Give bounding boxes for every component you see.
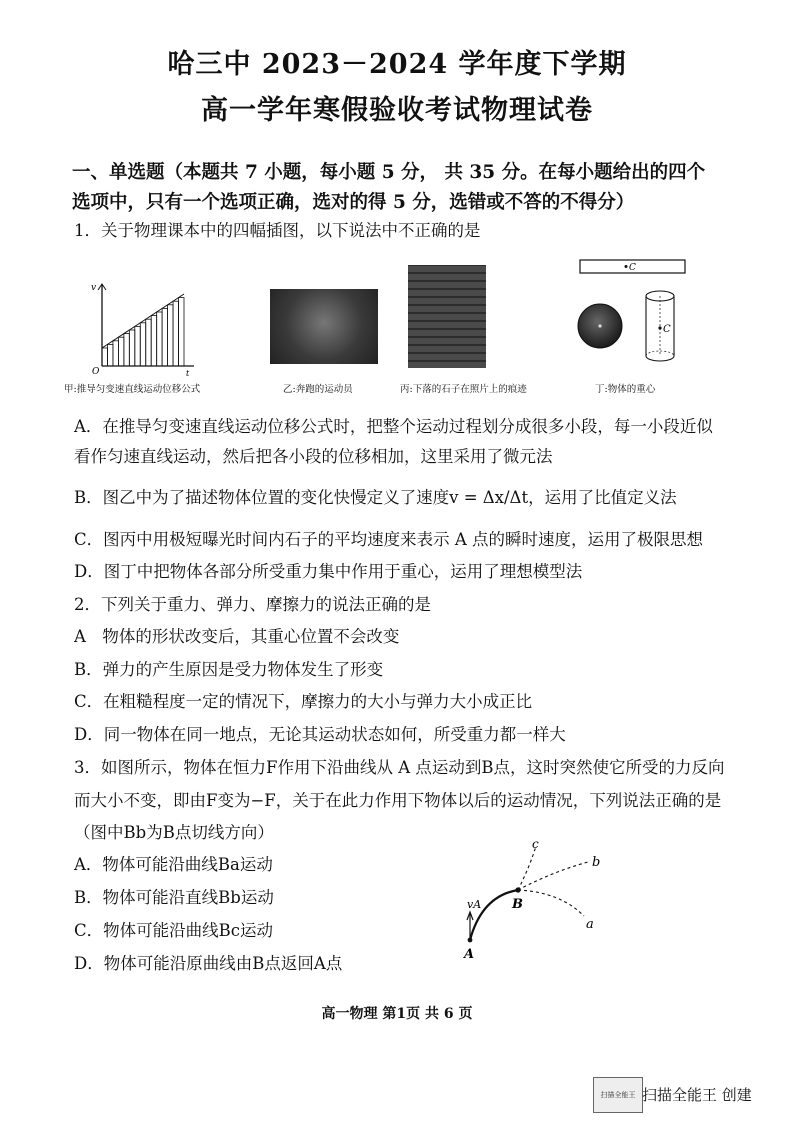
q3-option-a: A．物体可能沿曲线Ba运动 — [74, 855, 273, 874]
vt-step-bar — [113, 341, 118, 366]
exam-title-line1: 哈三中 2023－2024 学年度下学期 — [167, 49, 627, 80]
vt-step-bar — [157, 312, 162, 366]
fig-ding-caption: 丁:物体的重心 — [595, 384, 656, 395]
t-axis-label: t — [186, 369, 190, 376]
label-a: a — [586, 917, 594, 932]
vt-step-bar — [118, 337, 123, 366]
q3-stem-line3: （图中Bb为B点切线方向） — [74, 823, 274, 842]
q3-trajectory-diagram — [452, 836, 612, 962]
bar-c-label: C — [629, 263, 636, 273]
fig-yi-caption: 乙:奔跑的运动员 — [283, 384, 353, 395]
vt-step-bar — [168, 305, 173, 366]
fig-bing-caption: 丙:下落的石子在照片上的痕迹 — [400, 384, 527, 395]
label-vA: vA — [467, 898, 482, 911]
vt-step-bar — [179, 298, 184, 366]
q2-option-c: C．在粗糙程度一定的情况下，摩擦力的大小与弹力大小成正比 — [74, 692, 533, 711]
exam-title-line2: 高一学年寒假验收考试物理试卷 — [201, 95, 593, 126]
q1-option-b: B．图乙中为了描述物体位置的变化快慢定义了速度v = Δx/Δt，运用了比值定义法 — [74, 488, 677, 507]
vt-step-bar — [162, 308, 167, 366]
cylinder-c-label: C — [663, 324, 671, 335]
fig-yi-runner-photo — [270, 289, 378, 364]
vt-step-bar — [124, 334, 129, 366]
origin-label: O — [92, 367, 100, 376]
q1-stem: 1．关于物理课本中的四幅插图，以下说法中不正确的是 — [74, 221, 481, 240]
page-footer: 高一物理 第1页 共 6 页 — [321, 1006, 473, 1022]
label-point-B: B — [512, 897, 523, 912]
q3-option-d: D．物体可能沿原曲线由B点返回A点 — [74, 954, 343, 973]
vt-step-bar — [107, 344, 112, 366]
vt-step-bar — [151, 316, 156, 366]
vt-step-bar — [140, 323, 145, 366]
q1-option-a-line2: 看作匀速直线运动，然后把各小段的位移相加，这里采用了微元法 — [74, 447, 553, 466]
q2-option-b: B．弹力的产生原因是受力物体发生了形变 — [74, 660, 384, 679]
scanner-logo-text: 扫描全能王 — [600, 1091, 636, 1099]
q1-option-d: D．图丁中把物体各部分所受重力集中作用于重心，运用了理想模型法 — [74, 562, 583, 581]
fig-ding-center-of-gravity — [572, 256, 690, 374]
q3-option-c: C．物体可能沿曲线Bc运动 — [74, 921, 273, 940]
label-point-A: A — [464, 947, 475, 962]
section-heading-line2: 选项中，只有一个选项正确，选对的得 5 分，选错或不答的不得分） — [72, 192, 635, 213]
label-c: c — [532, 837, 539, 851]
vt-step-bar — [129, 330, 134, 366]
watermark-text: 扫描全能王 创建 — [642, 1086, 752, 1104]
fig-jia-vt-graph — [88, 280, 198, 376]
label-b: b — [592, 855, 601, 870]
vt-step-bar — [146, 319, 151, 366]
section-heading-line1: 一、单选题（本题共 7 小题，每小题 5 分， 共 35 分。在每小题给出的四个 — [72, 162, 706, 183]
q1-option-a-line1: A．在推导匀变速直线运动位移公式时，把整个运动过程划分成很多小段，每一小段近似 — [74, 417, 713, 436]
vt-step-bar — [173, 301, 178, 366]
q2-option-d: D．同一物体在同一地点，无论其运动状态如何，所受重力都一样大 — [74, 725, 566, 744]
v-axis-label: v — [91, 283, 97, 293]
vt-step-bar — [102, 348, 107, 366]
q2-stem: 2．下列关于重力、弹力、摩擦力的说法正确的是 — [74, 595, 431, 614]
q3-stem-line1: 3．如图所示，物体在恒力F作用下沿曲线从 A 点运动到B点，这时突然使它所受的力反向 — [74, 758, 725, 777]
fig-bing-stone-photo — [408, 265, 486, 368]
vt-step-bar — [135, 326, 140, 366]
q3-option-b: B．物体可能沿直线Bb运动 — [74, 888, 274, 907]
fig-jia-caption: 甲:推导匀变速直线运动位移公式 — [64, 384, 201, 395]
scanner-logo — [593, 1077, 643, 1113]
q3-stem-line2: 而大小不变，即由F变为−F，关于在此力作用下物体以后的运动情况，下列说法正确的是 — [74, 791, 722, 810]
q2-option-a: A 物体的形状改变后，其重心位置不会改变 — [74, 627, 400, 646]
q1-option-c: C．图丙中用极短曝光时间内石子的平均速度来表示 A 点的瞬时速度，运用了极限思想 — [74, 530, 704, 549]
